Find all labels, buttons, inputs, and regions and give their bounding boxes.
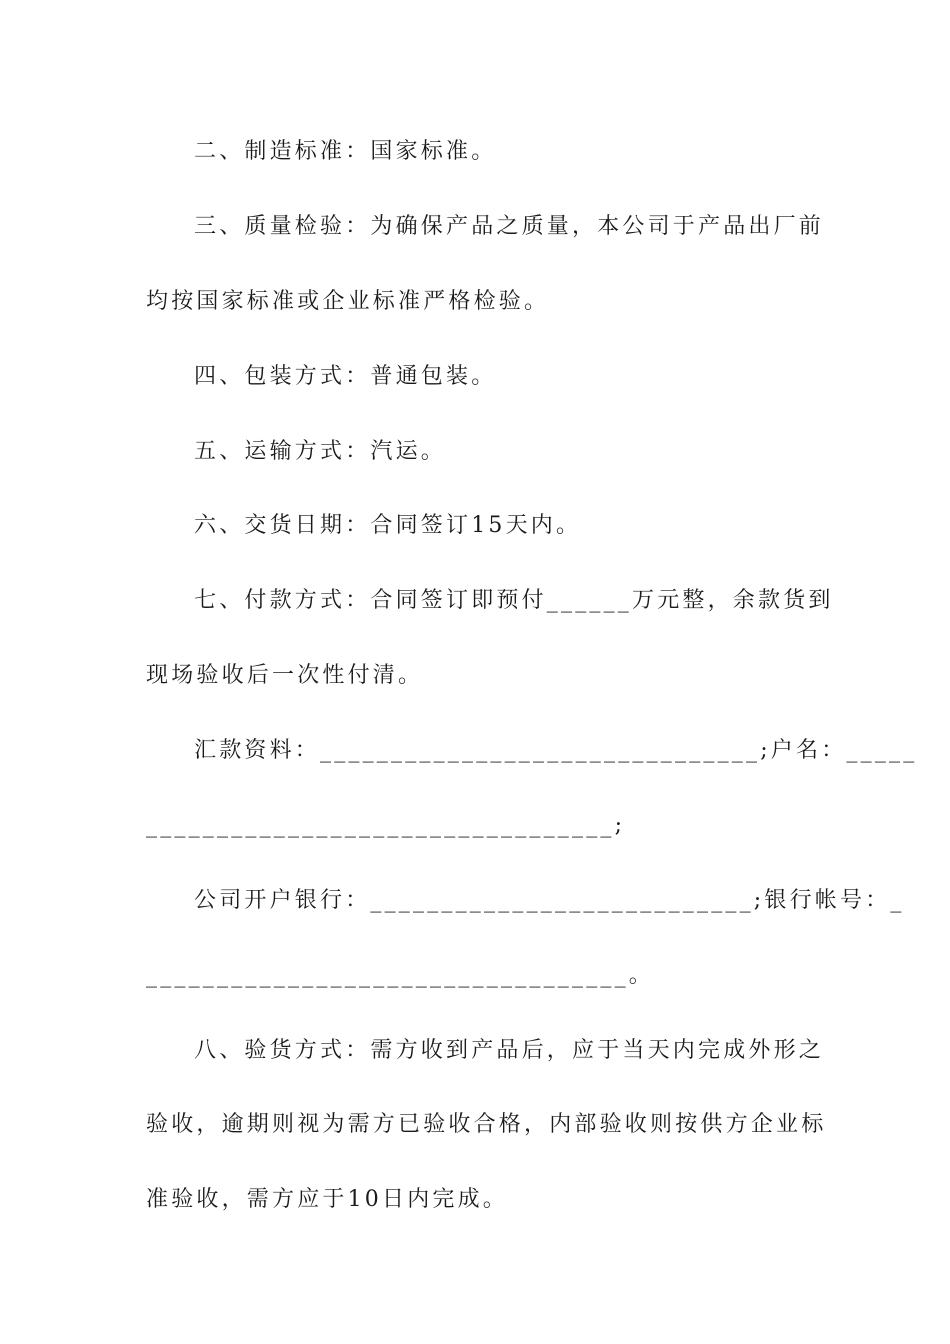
company-bank-line: 公司开户银行：___________________________;银行帐号：_ bbox=[194, 888, 905, 913]
clause-2-manufacturing-standard: 二、制造标准：国家标准。 bbox=[194, 139, 497, 164]
remittance-info-line: 汇款资料：_______________________________;户名：_____ bbox=[194, 738, 918, 763]
clause-5-transport-method: 五、运输方式：汽运。 bbox=[194, 439, 447, 464]
bank-account-blank-line: __________________________________。 bbox=[146, 963, 654, 988]
clause-8-inspection-method: 八、验货方式：需方收到产品后，应于当天内完成外形之 bbox=[194, 1038, 825, 1063]
account-name-blank-line: _________________________________; bbox=[146, 813, 626, 838]
clause-6-delivery-date: 六、交货日期：合同签订15天内。 bbox=[194, 513, 582, 538]
clause-3-quality-inspection-continued: 均按国家标准或企业标准严格检验。 bbox=[146, 289, 550, 314]
clause-4-packaging-method: 四、包装方式：普通包装。 bbox=[194, 364, 497, 389]
clause-8-inspection-method-continued-2: 准验收，需方应于10日内完成。 bbox=[146, 1187, 508, 1212]
clause-7-payment-method: 七、付款方式：合同签订即预付______万元整，余款货到 bbox=[194, 588, 834, 613]
clause-8-inspection-method-continued-1: 验收，逾期则视为需方已验收合格，内部验收则按供方企业标 bbox=[146, 1112, 827, 1137]
clause-7-payment-method-continued: 现场验收后一次性付清。 bbox=[146, 663, 424, 688]
clause-3-quality-inspection: 三、质量检验：为确保产品之质量，本公司于产品出厂前 bbox=[194, 214, 825, 239]
